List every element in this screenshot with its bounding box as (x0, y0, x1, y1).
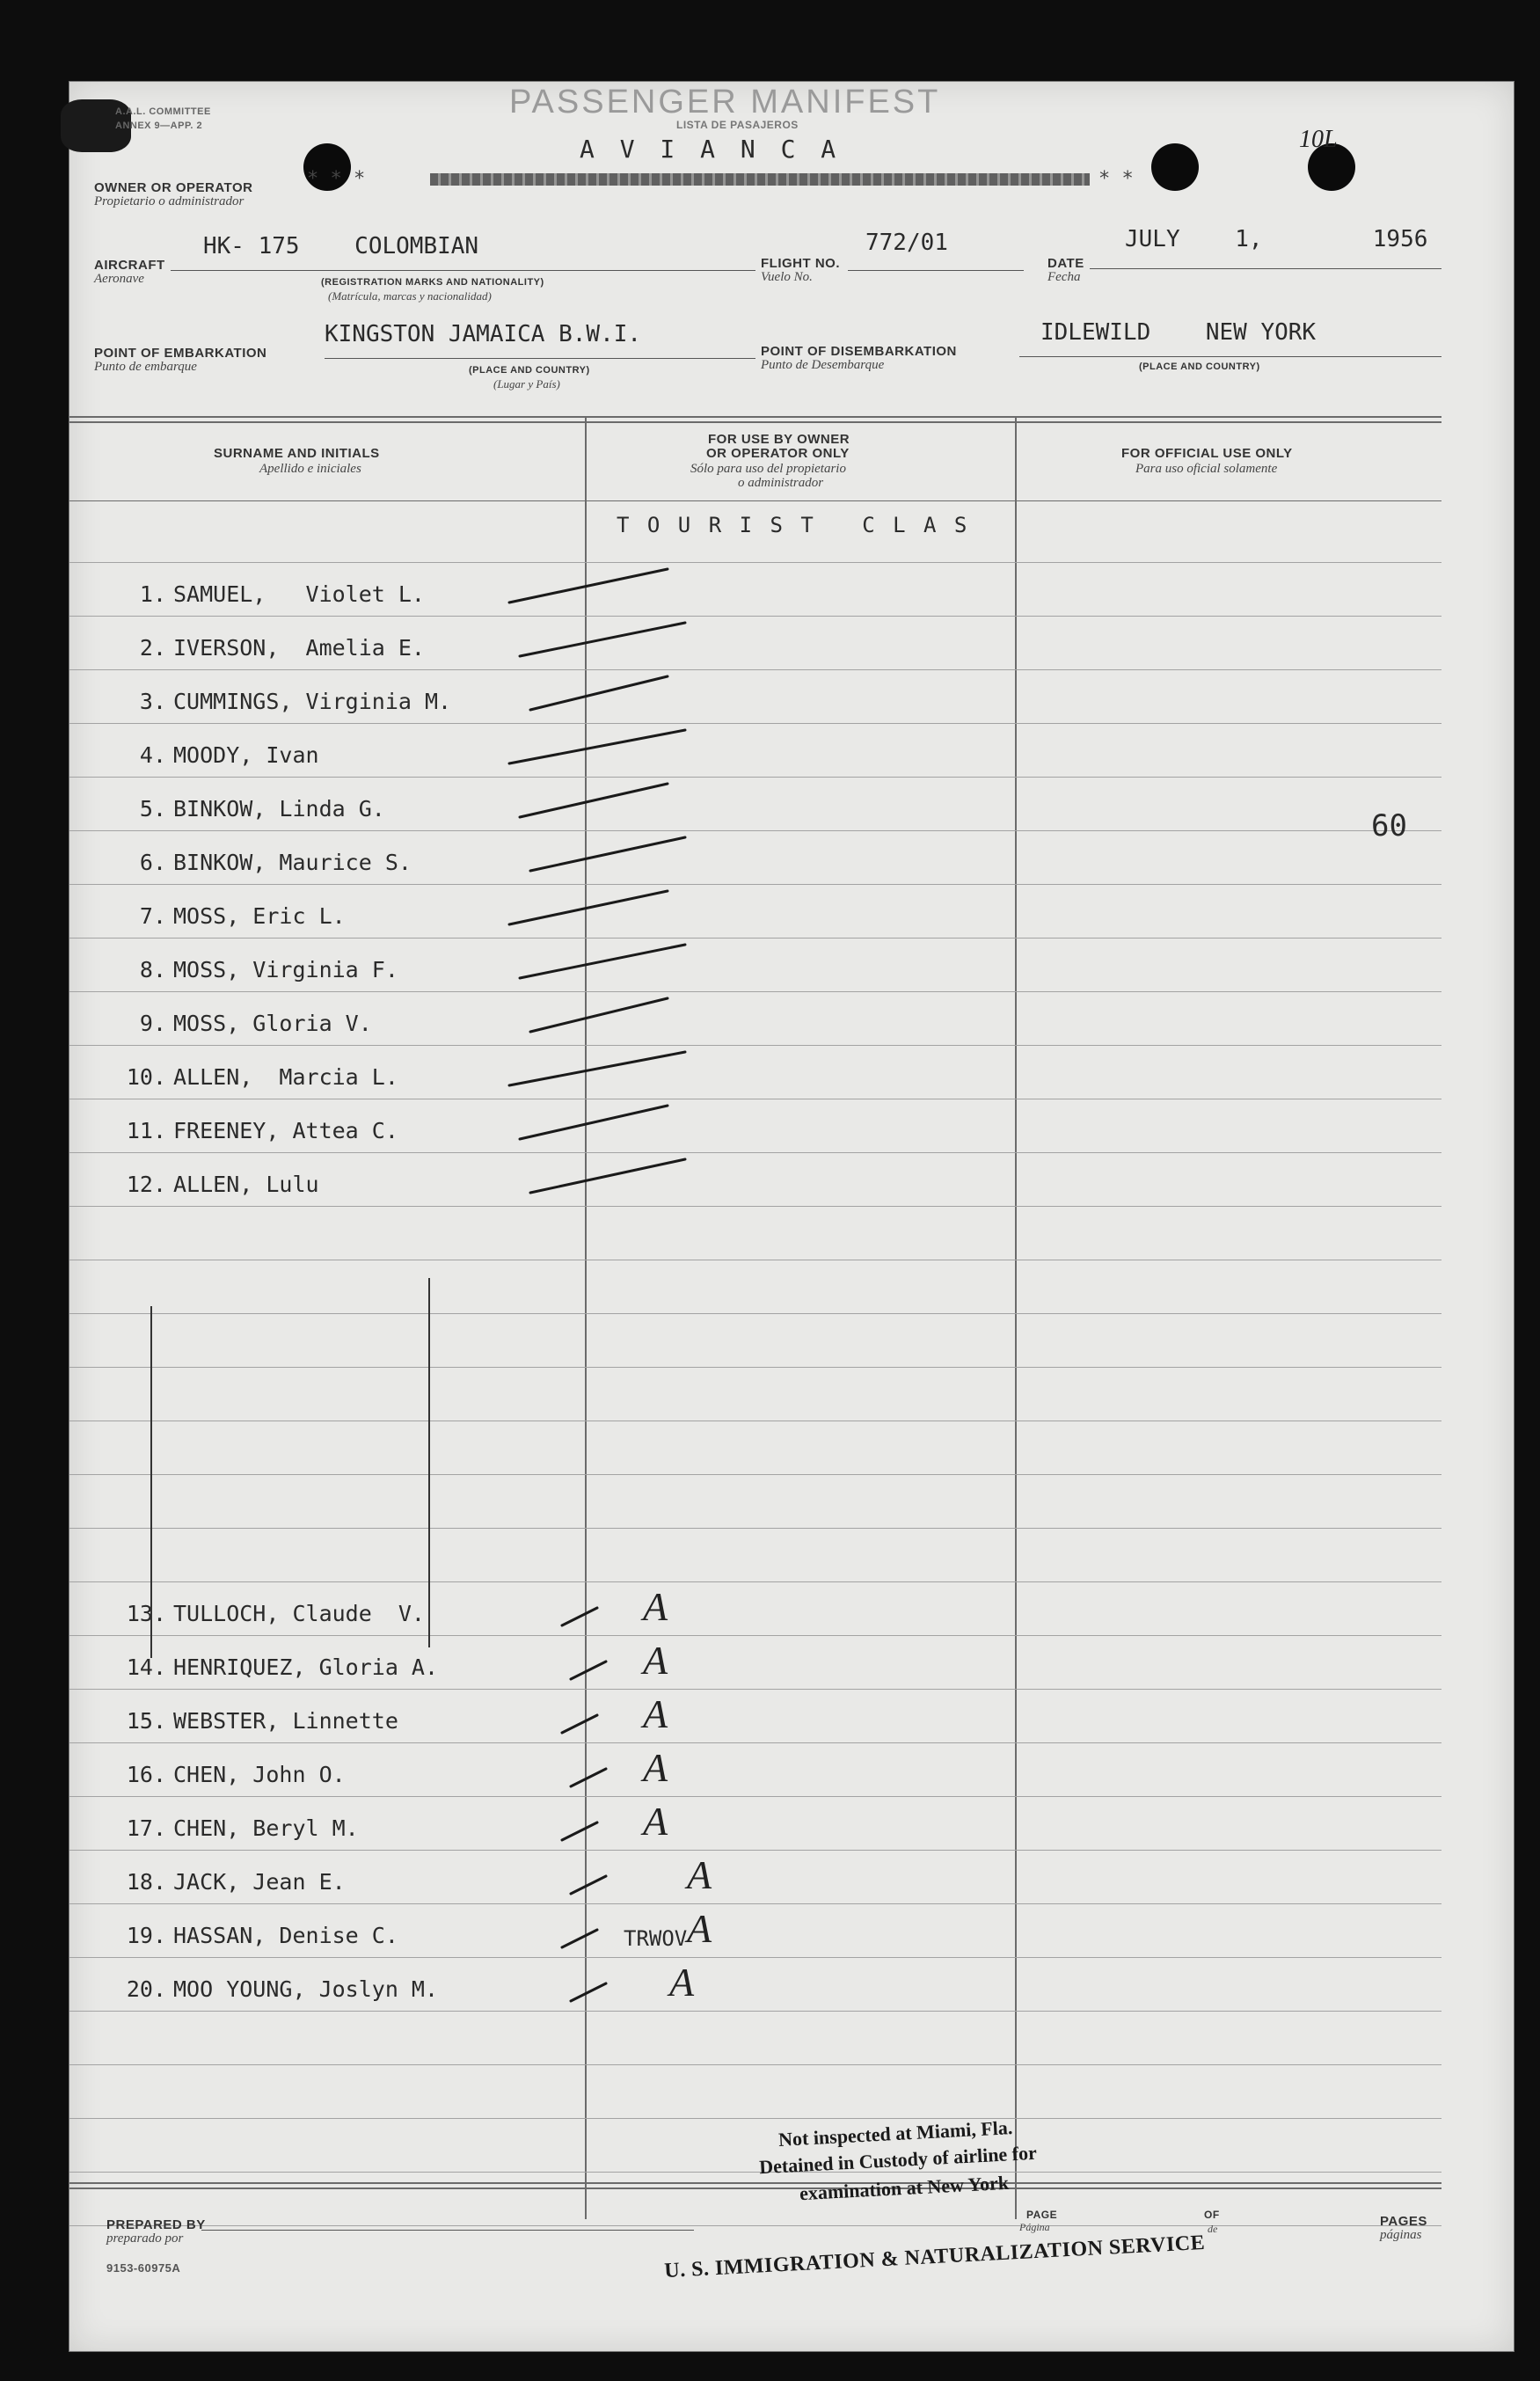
date-label: DATE (1047, 256, 1084, 271)
check-stroke (509, 569, 668, 603)
check-stroke (562, 1930, 597, 1947)
embarkation-label: POINT OF EMBARKATION (94, 346, 267, 361)
passenger-number: 20. (126, 1976, 166, 2002)
passenger-name: CHEN, Beryl M. (173, 1815, 359, 1841)
disembarkation-label: POINT OF DISEMBARKATION (761, 344, 957, 359)
passenger-number: 8. (139, 957, 166, 982)
check-stroke (509, 891, 668, 924)
of-label: OF (1204, 2209, 1220, 2221)
date-value: JULY 1, 1956 (1125, 226, 1428, 252)
official-note: 60 (1371, 808, 1407, 844)
passenger-name: JACK, Jean E. (173, 1869, 346, 1895)
embarkation-label-es: Punto de embarque (94, 360, 197, 374)
passenger-name: MOSS, Virginia F. (173, 957, 398, 982)
passenger-name: BINKOW, Maurice S. (173, 850, 412, 875)
check-stroke (562, 1822, 597, 1840)
passenger-name: MOSS, Gloria V. (173, 1011, 372, 1036)
passenger-name: IVERSON, Amelia E. (173, 635, 425, 661)
passenger-number: 12. (126, 1172, 166, 1197)
surname-column-header: SURNAME AND INITIALS (214, 446, 380, 461)
airline-name: A V I A N C A (580, 135, 842, 164)
embarkation-sublabel-es: (Lugar y País) (493, 377, 560, 391)
embarkation-underline (325, 358, 755, 359)
passenger-number: 6. (139, 850, 166, 875)
passenger-number: 1. (139, 581, 166, 607)
aircraft-label: AIRCRAFT (94, 258, 165, 273)
check-stroke (562, 1715, 597, 1733)
manifest-title: PASSENGER MANIFEST (509, 84, 941, 121)
table-bottom-rule (69, 2182, 1441, 2184)
passenger-name: MOODY, Ivan (173, 742, 319, 768)
asterisk-row: * * * (307, 168, 366, 190)
approval-mark: A (643, 1691, 668, 1736)
pages-label-es: páginas (1380, 2228, 1422, 2242)
official-use-header-es: Para uso oficial solamente (1135, 462, 1278, 476)
passenger-number: 19. (126, 1923, 166, 1948)
check-stroke (509, 730, 685, 763)
passenger-number: 4. (139, 742, 166, 768)
pages-label: PAGES (1380, 2214, 1427, 2229)
passenger-name: MOO YOUNG, Joslyn M. (173, 1976, 439, 2002)
passenger-name: ALLEN, Lulu (173, 1172, 319, 1197)
check-stroke (520, 945, 685, 978)
check-stroke (509, 1052, 685, 1085)
passenger-name: HENRIQUEZ, Gloria A. (173, 1654, 439, 1680)
passenger-number: 17. (126, 1815, 166, 1841)
asterisk-row-right: * * (1098, 168, 1134, 190)
flight-label: FLIGHT NO. (761, 256, 840, 271)
passenger-name: FREENEY, Attea C. (173, 1118, 398, 1143)
form-ref-line2: ANNEX 9—APP. 2 (115, 121, 203, 131)
manifest-table (69, 416, 1441, 2219)
check-stroke (530, 676, 668, 710)
class-heading: T O U R I S T C L A S (617, 513, 970, 537)
passenger-number: 10. (126, 1064, 166, 1090)
punch-hole-mid (1151, 143, 1199, 191)
date-label-es: Fecha (1047, 270, 1081, 284)
passenger-number: 18. (126, 1869, 166, 1895)
check-strokes (69, 416, 1441, 2219)
passenger-name: BINKOW, Linda G. (173, 796, 385, 822)
passenger-number: 2. (139, 635, 166, 661)
passenger-name: HASSAN, Denise C. (173, 1923, 398, 1948)
passenger-name: TULLOCH, Claude V. (173, 1601, 425, 1626)
embarkation-value: KINGSTON JAMAICA B.W.I. (325, 321, 642, 347)
check-stroke (571, 1769, 606, 1786)
passenger-number: 15. (126, 1708, 166, 1734)
check-stroke (530, 998, 668, 1032)
page-label-es: Página (1019, 2221, 1050, 2233)
passenger-number: 13. (126, 1601, 166, 1626)
row-rule (69, 2225, 1441, 2226)
passenger-name: CHEN, John O. (173, 1762, 346, 1787)
disembarkation-underline (1019, 356, 1441, 357)
check-stroke (562, 1608, 597, 1625)
passenger-number: 7. (139, 903, 166, 929)
ins-stamp: U. S. IMMIGRATION & NATURALIZATION SERVICE (663, 2231, 1206, 2283)
aircraft-label-es: Aeronave (94, 272, 144, 286)
custody-stamp-line1: Not inspected at Miami, Fla. (777, 2116, 1013, 2151)
custody-stamp-line2: Detained in Custody of airline for (758, 2141, 1038, 2179)
flight-underline (848, 270, 1024, 271)
check-stroke (571, 1876, 606, 1894)
aircraft-value: HK- 175 COLOMBIAN (203, 233, 479, 259)
check-stroke (571, 1983, 606, 2001)
owner-label: OWNER OR OPERATOR (94, 180, 253, 195)
owner-use-header-1: FOR USE BY OWNER (708, 432, 850, 447)
disembarkation-sublabel: (PLACE AND COUNTRY) (1139, 362, 1260, 372)
passenger-name: WEBSTER, Linnette (173, 1708, 398, 1734)
page-label: PAGE (1026, 2209, 1058, 2221)
official-use-header: FOR OFFICIAL USE ONLY (1121, 446, 1293, 461)
table-bottom-rule-2 (69, 2187, 1441, 2189)
operator-note: TRWOV (624, 1926, 688, 1951)
check-stroke (571, 1662, 606, 1679)
page-mark: 10L (1299, 126, 1338, 153)
aircraft-sublabel: (REGISTRATION MARKS AND NATIONALITY) (321, 277, 544, 288)
check-stroke (520, 784, 668, 817)
approval-mark: A (643, 1584, 668, 1629)
passenger-name: ALLEN, Marcia L. (173, 1064, 398, 1090)
passenger-number: 16. (126, 1762, 166, 1787)
passenger-number: 5. (139, 796, 166, 822)
check-stroke (520, 1106, 668, 1139)
prepared-by-label: PREPARED BY (106, 2217, 206, 2232)
disembarkation-value: IDLEWILD NEW YORK (1040, 319, 1317, 346)
approval-mark: A (687, 1906, 712, 1951)
manifest-title-es: LISTA DE PASAJEROS (676, 119, 799, 131)
custody-stamp-line3: examination at New York (799, 2171, 1010, 2205)
form-ref-line1: A.A.L. COMMITTEE (115, 106, 211, 117)
passenger-number: 9. (139, 1011, 166, 1036)
flight-label-es: Vuelo No. (761, 270, 813, 284)
approval-mark: A (643, 1745, 668, 1790)
prepared-by-label-es: preparado por (106, 2231, 184, 2246)
passenger-number: 3. (139, 689, 166, 714)
passenger-name: CUMMINGS, Virginia M. (173, 689, 452, 714)
manifest-sheet (69, 81, 1514, 2352)
prepared-by-underline (201, 2230, 694, 2231)
embarkation-sublabel: (PLACE AND COUNTRY) (469, 365, 590, 376)
struck-operator-text (430, 173, 1090, 186)
approval-mark: A (669, 1960, 695, 2005)
owner-use-header-es-1: Sólo para uso del propietario (690, 462, 846, 476)
passenger-number: 14. (126, 1654, 166, 1680)
check-stroke (530, 837, 685, 871)
aircraft-sublabel-es: (Matrícula, marcas y nacionalidad) (328, 289, 492, 303)
approval-mark: A (643, 1638, 668, 1683)
of-label-es: de (1208, 2223, 1218, 2235)
passenger-number: 11. (126, 1118, 166, 1143)
owner-use-header-2: OR OPERATOR ONLY (706, 446, 850, 461)
flight-value: 772/01 (865, 230, 948, 256)
passenger-name: MOSS, Eric L. (173, 903, 346, 929)
approval-mark: A (643, 1799, 668, 1844)
aircraft-underline (171, 270, 755, 271)
surname-column-header-es: Apellido e iniciales (259, 462, 361, 476)
owner-use-header-es-2: o administrador (738, 476, 824, 490)
disembarkation-label-es: Punto de Desembarque (761, 358, 885, 372)
check-stroke (520, 623, 685, 656)
passenger-name: SAMUEL, Violet L. (173, 581, 425, 607)
date-underline (1090, 268, 1441, 269)
owner-label-es: Propietario o administrador (94, 194, 245, 208)
approval-mark: A (687, 1852, 712, 1897)
form-number: 9153-60975A (106, 2261, 181, 2275)
check-stroke (530, 1159, 685, 1193)
